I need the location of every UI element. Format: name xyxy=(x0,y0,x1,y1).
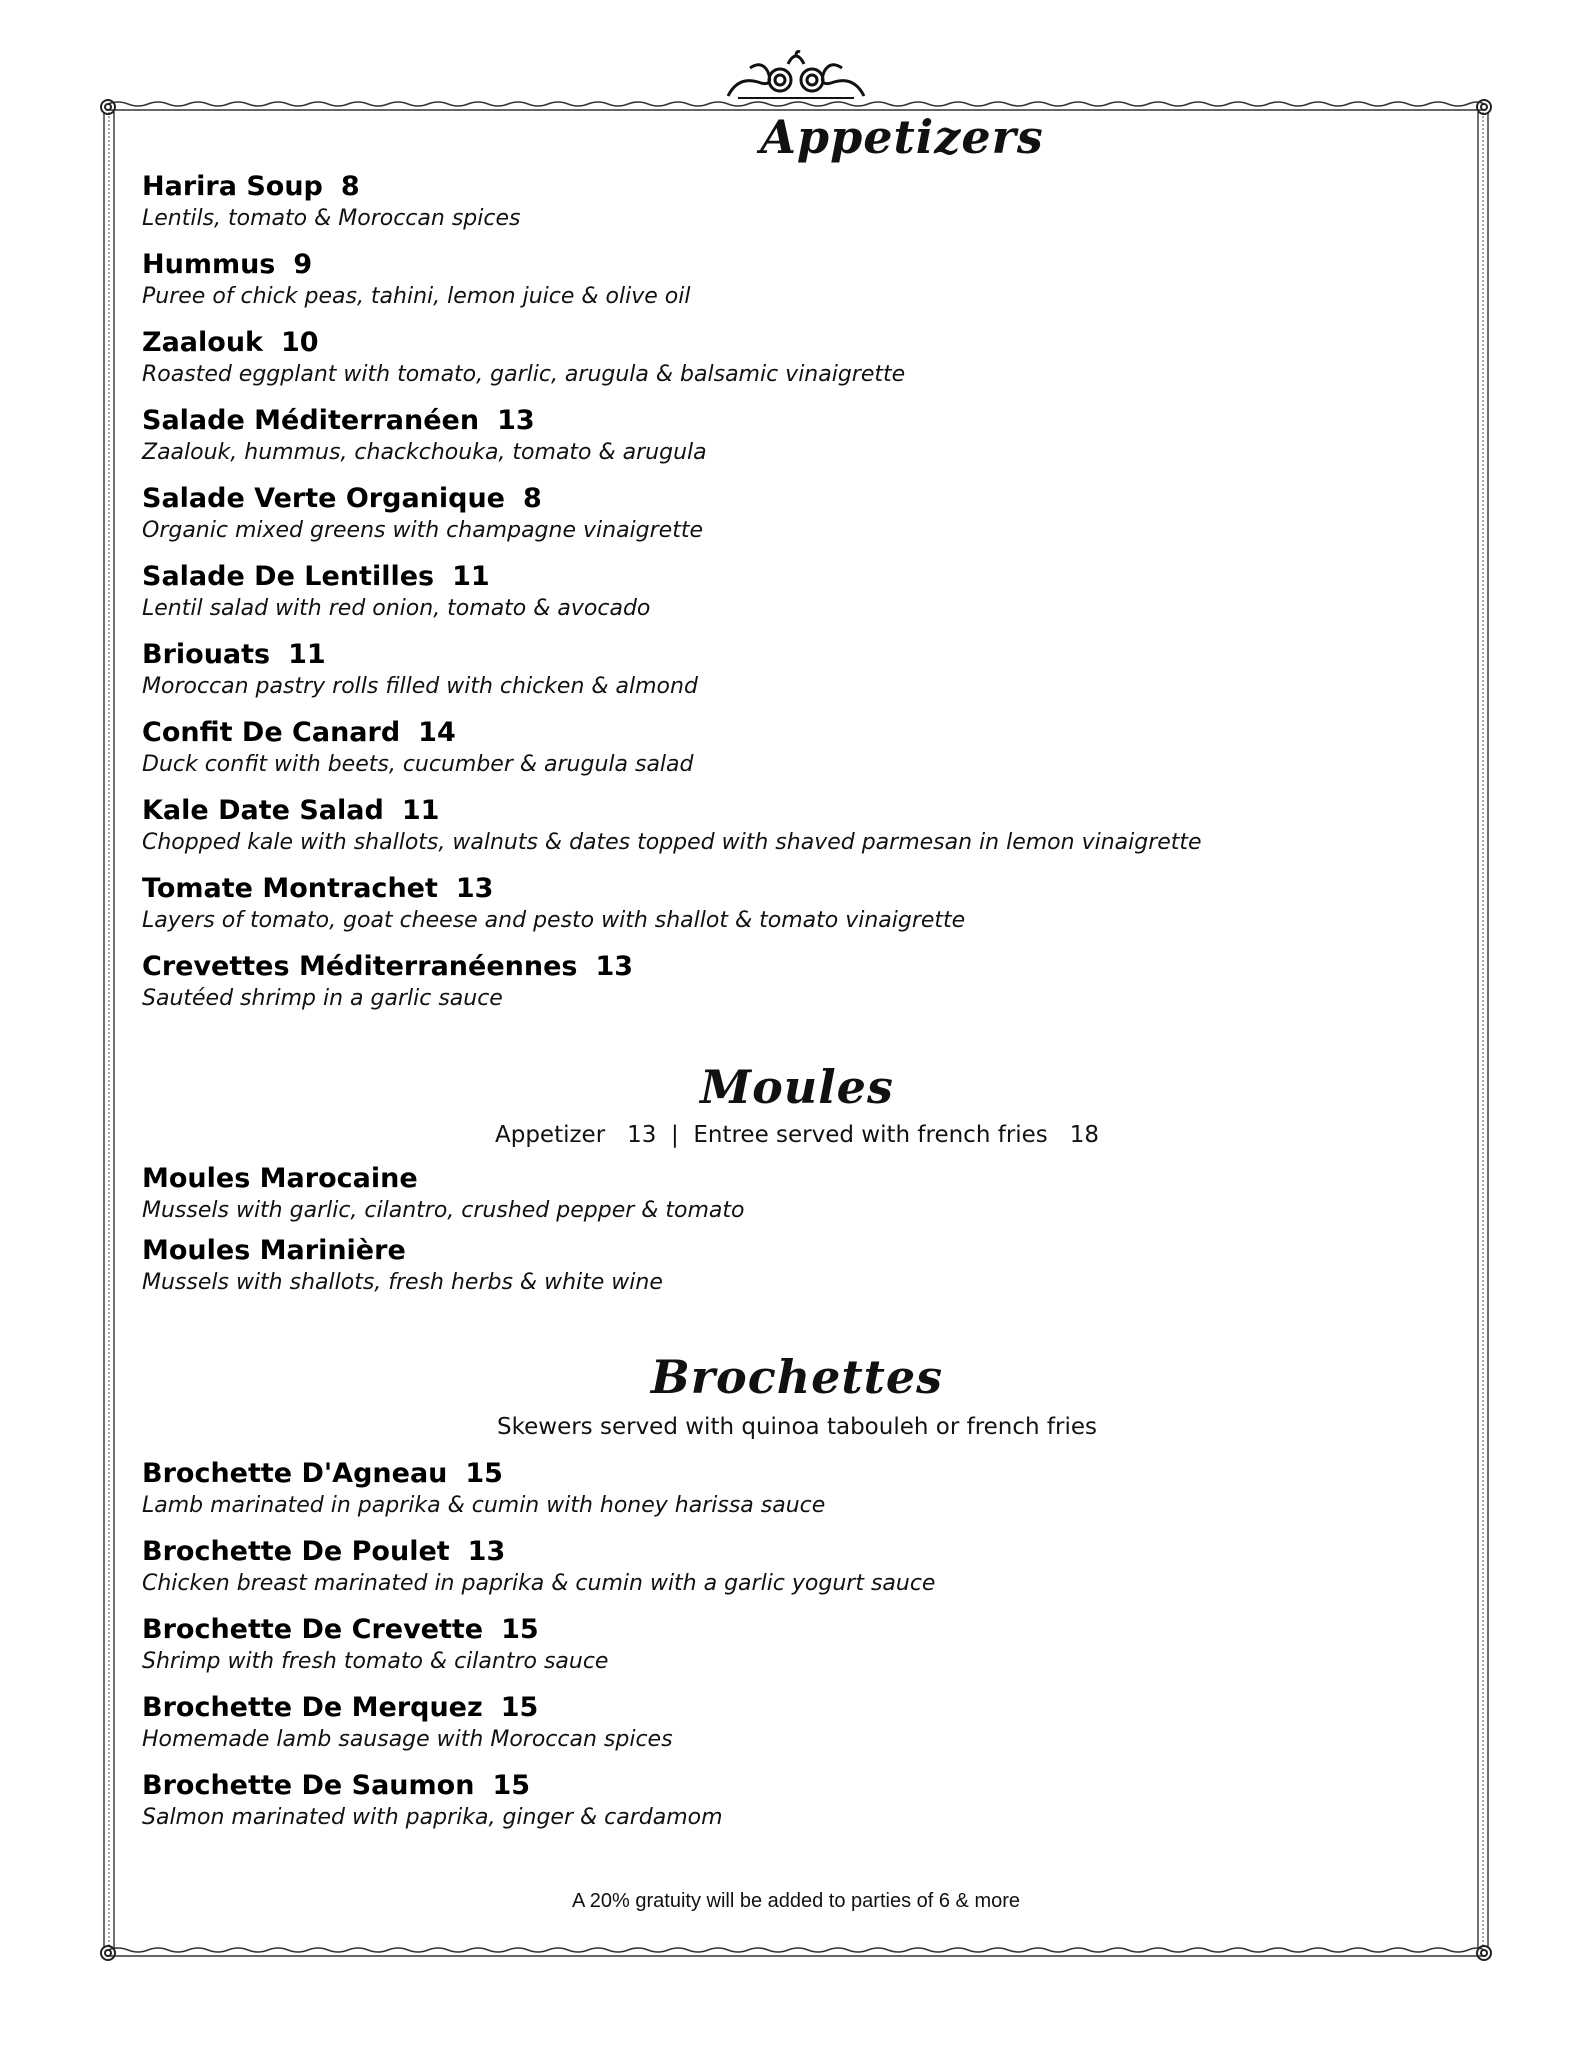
appetizers-list xyxy=(142,170,1202,1028)
item-price: 8 xyxy=(523,483,542,514)
gratuity-note: A 20% gratuity will be added to parties of 6 & more xyxy=(571,1890,1021,1912)
item-description: Salmon marinated with paprika, ginger & cardamom xyxy=(142,1805,723,1830)
menu-item xyxy=(142,170,1202,234)
item-description: Homemade lamb sausage with Moroccan spices xyxy=(142,1727,673,1752)
item-price: 13 xyxy=(467,1536,506,1567)
item-name: Brochette De Merquez xyxy=(142,1692,483,1723)
item-description: Zaalouk, hummus, chackchouka, tomato & arugula xyxy=(142,440,707,465)
item-price: 15 xyxy=(500,1692,539,1723)
item-price: 15 xyxy=(492,1770,531,1801)
item-name: Harira Soup xyxy=(142,171,323,202)
item-description: Duck confit with beets, cucumber & arugula salad xyxy=(142,752,694,777)
menu-item xyxy=(142,404,1202,468)
item-name: Brochette D'Agneau xyxy=(142,1458,448,1489)
moules-pricing-note: Appetizer 13 | Entree served with french fries 18 xyxy=(494,1122,1099,1148)
item-name: Tomate Montrachet xyxy=(142,873,438,904)
item-description: Mussels with garlic, cilantro, crushed pepper & tomato xyxy=(142,1198,745,1223)
item-name: Hummus xyxy=(142,249,276,280)
item-description: Lamb marinated in paprika & cumin with honey harissa sauce xyxy=(142,1493,826,1518)
item-name: Confit De Canard xyxy=(142,717,401,748)
item-price: 9 xyxy=(293,249,313,280)
menu-item xyxy=(142,1613,935,1677)
item-price: 11 xyxy=(452,561,490,592)
menu-item xyxy=(142,950,1202,1014)
item-name: Salade De Lentilles xyxy=(142,561,435,592)
item-name: Moules Marinière xyxy=(142,1235,406,1266)
item-description: Shrimp with fresh tomato & cilantro sauce xyxy=(142,1649,609,1674)
item-name: Kale Date Salad xyxy=(142,795,384,826)
item-name: Salade Méditerranéen xyxy=(142,405,480,436)
item-description: Chicken breast marinated in paprika & cumin with a garlic yogurt sauce xyxy=(142,1571,936,1596)
item-description: Puree of chick peas, tahini, lemon juice & olive oil xyxy=(142,284,691,309)
moules-list xyxy=(142,1162,745,1306)
item-description: Roasted eggplant with tomato, garlic, arugula & balsamic vinaigrette xyxy=(142,362,906,387)
item-price: 11 xyxy=(288,639,326,670)
item-description: Chopped kale with shallots, walnuts & dates topped with shaved parmesan in lemon vinaigrette xyxy=(142,830,1202,855)
item-price: 13 xyxy=(497,405,535,436)
item-name: Crevettes Méditerranéennes xyxy=(142,951,578,982)
brochettes-note: Skewers served with quinoa tabouleh or french fries xyxy=(497,1414,1097,1440)
item-name: Briouats xyxy=(142,639,271,670)
item-name: Salade Verte Organique xyxy=(142,483,505,514)
brochettes-list xyxy=(142,1457,935,1847)
item-name: Brochette De Crevette xyxy=(142,1614,484,1645)
menu-item xyxy=(142,1691,935,1755)
menu-item xyxy=(142,872,1202,936)
item-name: Brochette De Saumon xyxy=(142,1770,475,1801)
item-description: Moroccan pastry rolls filled with chicken & almond xyxy=(142,674,698,699)
item-name: Brochette De Poulet xyxy=(142,1536,450,1567)
menu-item xyxy=(142,482,1202,546)
item-name: Zaalouk xyxy=(142,327,263,358)
menu-item xyxy=(142,560,1202,624)
menu-item xyxy=(142,326,1202,390)
menu-item xyxy=(142,1769,935,1833)
item-description: Mussels with shallots, fresh herbs & white wine xyxy=(142,1270,663,1295)
menu-item xyxy=(142,1234,745,1298)
item-price: 15 xyxy=(501,1614,539,1645)
top-scroll-ornament xyxy=(718,46,874,102)
appetizers-title: Appetizers xyxy=(760,110,1044,164)
item-price: 8 xyxy=(340,171,360,202)
item-price: 14 xyxy=(418,717,456,748)
item-price: 15 xyxy=(465,1458,503,1489)
menu-item xyxy=(142,1535,935,1599)
item-description: Sautéed shrimp in a garlic sauce xyxy=(142,986,503,1011)
item-description: Layers of tomato, goat cheese and pesto with shallot & tomato vinaigrette xyxy=(142,908,966,933)
menu-item xyxy=(142,248,1202,312)
item-price: 11 xyxy=(401,795,440,826)
brochettes-title: Brochettes xyxy=(650,1350,944,1404)
item-price: 10 xyxy=(281,327,319,358)
item-price: 13 xyxy=(595,951,634,982)
item-price: 13 xyxy=(455,873,494,904)
moules-title: Moules xyxy=(700,1060,894,1114)
menu-item xyxy=(142,638,1202,702)
menu-item xyxy=(142,1162,745,1226)
menu-item xyxy=(142,794,1202,858)
menu-item xyxy=(142,1457,935,1521)
item-description: Organic mixed greens with champagne vinaigrette xyxy=(142,518,703,543)
item-description: Lentil salad with red onion, tomato & avocado xyxy=(142,596,651,621)
item-name: Moules Marocaine xyxy=(142,1163,418,1194)
item-description: Lentils, tomato & Moroccan spices xyxy=(142,206,521,231)
menu-item xyxy=(142,716,1202,780)
